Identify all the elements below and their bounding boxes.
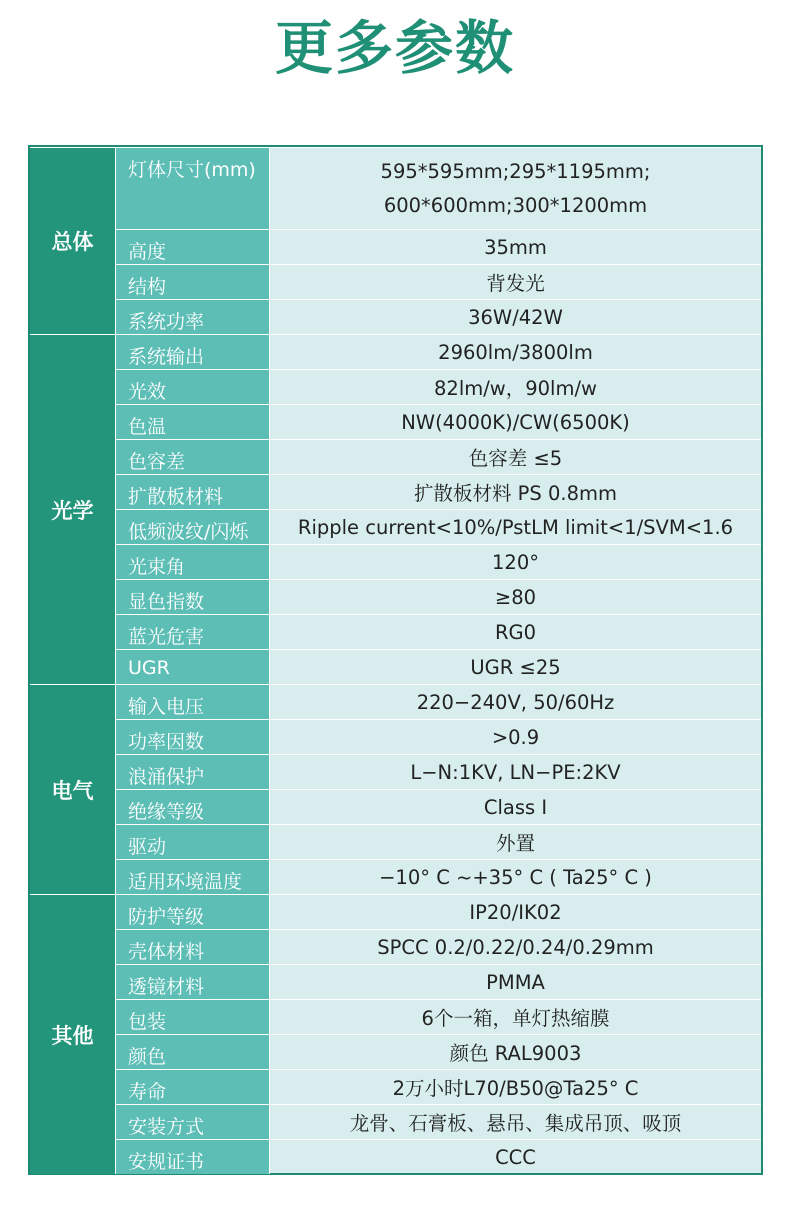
row-value: 背发光	[269, 264, 761, 299]
row-label: 防护等级	[115, 894, 269, 929]
row-label: 适用环境温度	[115, 859, 269, 894]
row-label: 驱动	[115, 824, 269, 859]
row-value: NW(4000K)/CW(6500K)	[269, 404, 761, 439]
row-label: 显色指数	[115, 579, 269, 614]
row-value: 6个一箱，单灯热缩膜	[269, 999, 761, 1034]
row-label: 结构	[115, 264, 269, 299]
row-label: 寿命	[115, 1069, 269, 1104]
row-value: 36W/42W	[269, 299, 761, 334]
row-value: 扩散板材料 PS 0.8mm	[269, 474, 761, 509]
row-value	[269, 147, 761, 229]
row-value: ≥80	[269, 579, 761, 614]
row-label: 灯体尺寸(mm)	[115, 147, 269, 229]
category-cell: 总体	[30, 147, 115, 334]
page-title: 更多参数	[274, 14, 515, 82]
row-value: RG0	[269, 614, 761, 649]
spec-table	[28, 145, 763, 1175]
row-label: 颜色	[115, 1034, 269, 1069]
row-value: PMMA	[269, 964, 761, 999]
row-label: 安装方式	[115, 1104, 269, 1139]
row-label: 光束角	[115, 544, 269, 579]
row-value: 颜色 RAL9003	[269, 1034, 761, 1069]
row-value: 82lm/w，90lm/w	[269, 369, 761, 404]
row-label: 低频波纹/闪烁	[115, 509, 269, 544]
row-label: 高度	[115, 229, 269, 264]
row-value: Class I	[269, 789, 761, 824]
row-value: 2960lm/3800lm	[269, 334, 761, 369]
row-label: 浪涌保护	[115, 754, 269, 789]
row-value: >0.9	[269, 719, 761, 754]
row-label: 安规证书	[115, 1139, 269, 1174]
row-value: Ripple current<10%/PstLM limit<1/SVM<1.6	[269, 509, 761, 544]
category-cell: 电气	[30, 684, 115, 894]
row-value: 120°	[269, 544, 761, 579]
row-value: 色容差 ≤5	[269, 439, 761, 474]
row-label: 功率因数	[115, 719, 269, 754]
row-label: 输入电压	[115, 684, 269, 719]
row-value: 2万小时L70/B50@Ta25° C	[269, 1069, 761, 1104]
row-value: UGR ≤25	[269, 649, 761, 684]
category-cell: 其他	[30, 894, 115, 1174]
row-value: IP20/IK02	[269, 894, 761, 929]
row-value: 龙骨、石膏板、悬吊、集成吊顶、吸顶	[269, 1104, 761, 1139]
row-label: UGR	[115, 649, 269, 684]
category-cell: 光学	[30, 334, 115, 684]
row-label: 光效	[115, 369, 269, 404]
row-value: −10° C ~+35° C ( Ta25° C )	[269, 859, 761, 894]
row-label: 扩散板材料	[115, 474, 269, 509]
row-label: 透镜材料	[115, 964, 269, 999]
row-label: 色容差	[115, 439, 269, 474]
row-label: 色温	[115, 404, 269, 439]
row-label: 蓝光危害	[115, 614, 269, 649]
row-value: SPCC 0.2/0.22/0.24/0.29mm	[269, 929, 761, 964]
row-label: 系统输出	[115, 334, 269, 369]
row-value-line: 600*600mm;300*1200mm	[383, 193, 648, 217]
row-value: L−N:1KV, LN−PE:2KV	[269, 754, 761, 789]
row-value: 外置	[269, 824, 761, 859]
row-label: 绝缘等级	[115, 789, 269, 824]
row-label: 壳体材料	[115, 929, 269, 964]
row-label: 系统功率	[115, 299, 269, 334]
row-value: 220−240V, 50/60Hz	[269, 684, 761, 719]
row-label: 包装	[115, 999, 269, 1034]
row-value: CCC	[269, 1139, 761, 1174]
row-value-line: 595*595mm;295*1195mm;	[380, 159, 651, 183]
row-value: 35mm	[269, 229, 761, 264]
